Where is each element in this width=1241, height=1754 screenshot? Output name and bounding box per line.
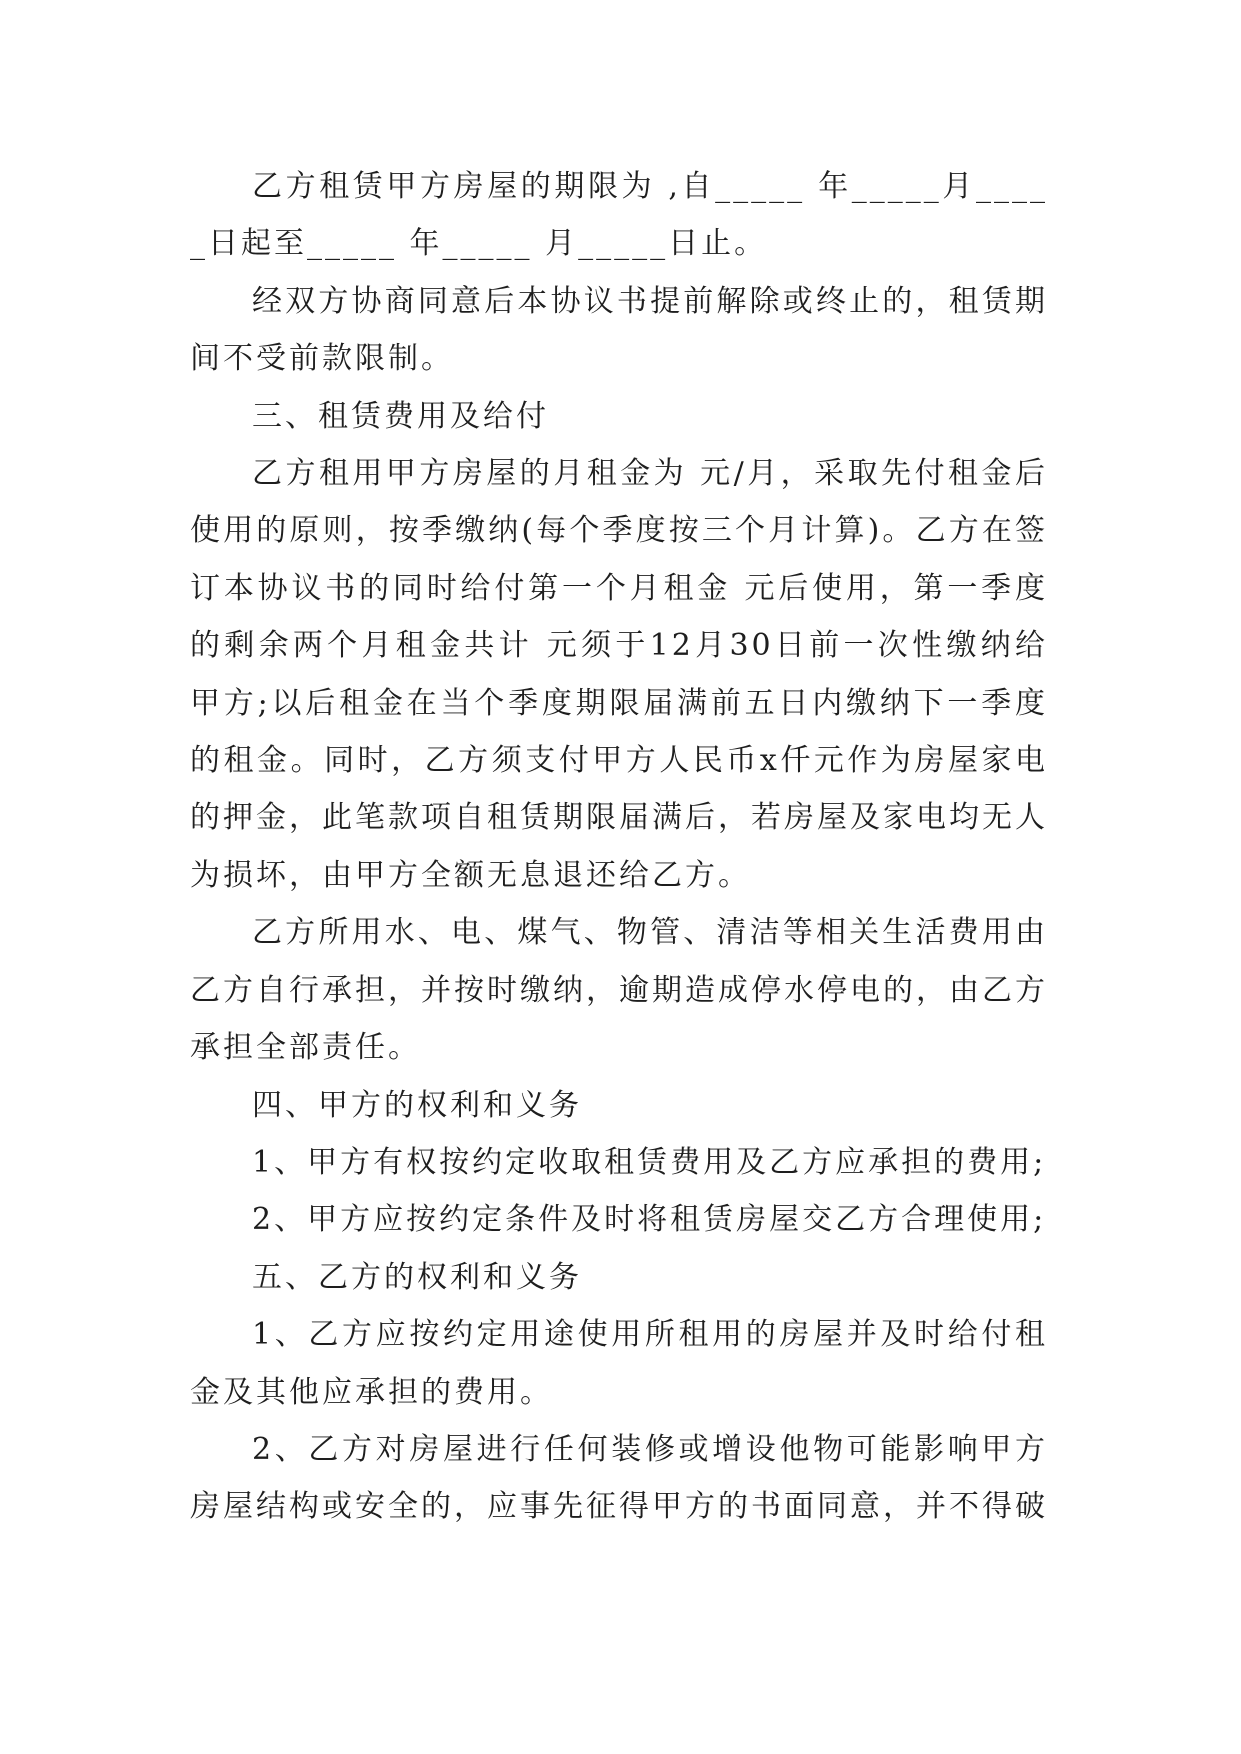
paragraph-early-termination: 经双方协商同意后本协议书提前解除或终止的，租赁期间不受前款限制。 <box>190 283 1048 377</box>
paragraph-lease-term: 乙方租赁甲方房屋的期限为 ,自_____ 年_____月_____日起至_____ 年_____ 月_____日止。 <box>190 169 1048 262</box>
document-page <box>190 158 1048 1536</box>
paragraph-party-a-item-2: 2、甲方应按约定条件及时将租赁房屋交乙方合理使用; <box>252 1202 1047 1238</box>
section-heading-party-b: 五、乙方的权利和义务 <box>252 1259 582 1295</box>
section-heading-rent: 三、租赁费用及给付 <box>252 398 549 434</box>
paragraph-utilities: 乙方所用水、电、煤气、物管、清洁等相关生活费用由乙方自行承担，并按时缴纳，逾期造成停水停电的，由乙方承担全部责任。 <box>190 915 1048 1066</box>
section-heading-party-a: 四、甲方的权利和义务 <box>252 1087 582 1123</box>
paragraph-rent-payment: 乙方租用甲方房屋的月租金为 元/月，采取先付租金后使用的原则，按季缴纳(每个季度按三个月计算)。乙方在签订本协议书的同时给付第一个月租金 元后使用，第一季度的剩余两个月租金共计 元须于12月30日前一次性缴纳给甲方;以后租金在当个季度期限届满前五日内缴纳下一季度的租金。同时，乙方须支付甲方人民币x仟元作为房屋家电的押金，此笔款项自租赁期限届满后，若房屋及家电均无人为损坏，由甲方全额无息退还给乙方。 <box>190 456 1048 893</box>
paragraph-party-b-item-2: 2、乙方对房屋进行任何装修或增设他物可能影响甲方房屋结构或安全的，应事先征得甲方的书面同意，并不得破 <box>190 1431 1048 1525</box>
paragraph-party-b-item-1: 1、乙方应按约定用途使用所租用的房屋并及时给付租金及其他应承担的费用。 <box>190 1317 1048 1410</box>
paragraph-party-a-item-1: 1、甲方有权按约定收取租赁费用及乙方应承担的费用; <box>252 1144 1047 1180</box>
